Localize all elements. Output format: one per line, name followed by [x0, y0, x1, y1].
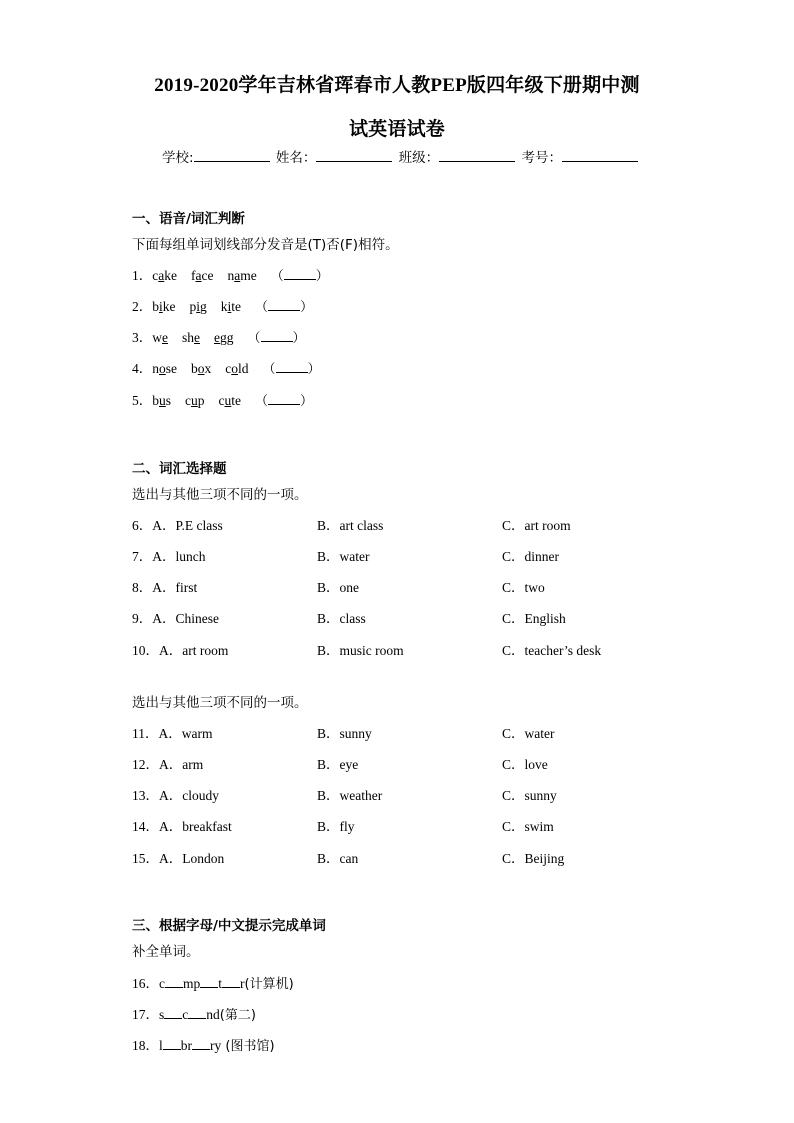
question-14-option-a[interactable] [132, 815, 232, 835]
option-text: A．first [152, 580, 198, 595]
question-9-option-a[interactable] [132, 607, 219, 627]
question-17 [132, 1003, 256, 1023]
underlined-letter: u [224, 393, 232, 408]
question-10-option-b[interactable]: B．music room [317, 643, 404, 658]
answer-parentheses: （ ） [255, 300, 314, 315]
word: face [191, 268, 214, 283]
question-6-option-c[interactable]: C．art room [502, 518, 571, 533]
question-2 [132, 295, 313, 315]
letter: s [159, 1007, 165, 1022]
word: cute [218, 393, 242, 408]
answer-blank[interactable] [188, 1006, 206, 1019]
letter: t [218, 976, 223, 991]
question-number: 9． [132, 611, 153, 626]
question-number: 6． [132, 518, 153, 533]
question-6-option-a[interactable] [132, 514, 223, 534]
letter: r [240, 976, 245, 991]
question-number: 15． [132, 851, 159, 866]
class-blank[interactable] [439, 147, 515, 162]
option-text: A．Chinese [152, 611, 219, 626]
option-text: A．warm [158, 726, 213, 741]
underlined-letter: e [214, 330, 221, 345]
question-12-option-a[interactable] [132, 753, 203, 773]
option-text: A．London [159, 851, 225, 866]
question-9-option-b[interactable]: B．class [317, 611, 366, 626]
answer-blank[interactable] [163, 1037, 181, 1050]
section1-instruction: 下面每组单词划线部分发音是(T)否(F)相符。 [132, 237, 399, 253]
question-5 [132, 389, 313, 409]
number-blank[interactable] [562, 147, 638, 162]
answer-blank[interactable] [276, 360, 308, 373]
question-number: 10． [132, 643, 159, 658]
question-number: 7． [132, 549, 153, 564]
question-15-option-a[interactable] [132, 847, 224, 867]
answer-parentheses: （ ） [270, 269, 329, 284]
question-number: 1． [132, 268, 153, 283]
answer-blank[interactable] [268, 392, 300, 405]
question-7-option-a[interactable] [132, 545, 206, 565]
word: bus [152, 393, 172, 408]
letter: br [180, 1038, 193, 1053]
word: cake [152, 268, 177, 283]
question-number: 5． [132, 393, 153, 408]
question-7-option-c[interactable]: C．dinner [502, 549, 559, 564]
question-12-option-b[interactable]: B．eye [317, 757, 359, 772]
question-8-option-a[interactable] [132, 576, 197, 596]
word: pig [189, 299, 207, 314]
school-label: 学校: [162, 150, 194, 166]
underlined-letter: e [194, 330, 201, 345]
word: name [227, 268, 257, 283]
answer-blank[interactable] [261, 329, 293, 342]
answer-blank[interactable] [165, 975, 183, 988]
question-12-option-c[interactable]: C．love [502, 757, 548, 772]
question-number: 12． [132, 757, 159, 772]
question-8-option-b[interactable]: B．one [317, 580, 359, 595]
underlined-letter: a [195, 268, 202, 283]
option-text: A．P.E class [152, 518, 223, 533]
answer-blank[interactable] [222, 975, 240, 988]
underlined-letter: i [159, 299, 163, 314]
question-7-option-b[interactable]: B．water [317, 549, 370, 564]
underlined-letter: i [196, 299, 201, 314]
section3-heading: 三、根据字母/中文提示完成单词 [132, 918, 326, 934]
name-blank[interactable] [316, 147, 392, 162]
question-18 [132, 1034, 275, 1054]
word: cup [185, 393, 205, 408]
answer-blank[interactable] [284, 267, 316, 280]
question-11-option-a[interactable] [132, 722, 213, 742]
student-info-row [162, 146, 640, 166]
question-number: 14． [132, 819, 159, 834]
name-label: 姓名： [275, 150, 317, 166]
question-13-option-a[interactable] [132, 784, 219, 804]
question-10-option-a[interactable] [132, 639, 228, 659]
answer-blank[interactable] [268, 298, 300, 311]
letter: c [159, 976, 165, 991]
option-text: A．lunch [152, 549, 206, 564]
chinese-hint: (第二) [219, 1008, 256, 1023]
word: box [191, 361, 212, 376]
question-3 [132, 326, 306, 346]
question-10-option-c[interactable]: C．teacher’s desk [502, 643, 602, 658]
section2-instruction-1: 选出与其他三项不同的一项。 [132, 487, 308, 503]
option-text: A．arm [159, 757, 204, 772]
question-6-option-b[interactable]: B．art class [317, 518, 384, 533]
question-13-option-c[interactable]: C．sunny [502, 788, 557, 803]
chinese-hint: (图书馆) [221, 1039, 275, 1054]
section2-heading: 二、词汇选择题 [132, 461, 227, 477]
underlined-letter: i [227, 299, 232, 314]
question-number: 13． [132, 788, 159, 803]
underlined-letter: o [159, 361, 166, 376]
question-14-option-c[interactable]: C．swim [502, 819, 554, 834]
school-blank[interactable] [194, 147, 270, 162]
option-text: A．art room [159, 643, 229, 658]
chinese-hint: (计算机) [244, 977, 294, 992]
letter: mp [183, 976, 201, 991]
number-label: 考号： [521, 150, 562, 166]
word: we [152, 330, 168, 345]
underlined-letter: o [231, 361, 238, 376]
page-title-line2: 试英语试卷 [348, 119, 445, 140]
question-11-option-b[interactable]: B．sunny [317, 726, 372, 741]
answer-blank[interactable] [200, 975, 218, 988]
answer-parentheses: （ ） [255, 394, 314, 409]
section2-instruction-2: 选出与其他三项不同的一项。 [132, 695, 308, 711]
option-text: A．breakfast [159, 819, 232, 834]
underlined-letter: u [191, 393, 198, 408]
answer-parentheses: （ ） [247, 331, 306, 346]
question-14-option-b[interactable]: B．fly [317, 819, 355, 834]
word: cold [225, 361, 249, 376]
underlined-letter: a [234, 268, 241, 283]
question-number: 17． [132, 1007, 159, 1022]
underlined-letter: u [159, 393, 166, 408]
question-number: 11． [132, 726, 159, 741]
letter: c [182, 1007, 189, 1022]
word: kite [220, 299, 242, 314]
question-8-option-c[interactable]: C．two [502, 580, 545, 595]
answer-parentheses: （ ） [262, 362, 321, 377]
underlined-letter: e [162, 330, 168, 345]
answer-blank[interactable] [164, 1006, 182, 1019]
question-number: 8． [132, 580, 153, 595]
underlined-letter: a [158, 268, 165, 283]
question-11-option-c[interactable]: C．water [502, 726, 555, 741]
question-number: 3． [132, 330, 153, 345]
letter: nd [206, 1007, 220, 1022]
question-9-option-c[interactable]: C．English [502, 611, 566, 626]
question-13-option-b[interactable]: B．weather [317, 788, 383, 803]
section1-heading: 一、语音/词汇判断 [132, 211, 245, 227]
question-16 [132, 972, 294, 992]
question-15-option-c[interactable]: C．Beijing [502, 851, 565, 866]
page-title-line1: 2019-2020学年吉林省珲春市人教PEP版四年级下册期中测 [154, 75, 640, 96]
question-number: 16． [132, 976, 159, 991]
class-label: 班级： [398, 150, 440, 166]
word: she [182, 330, 201, 345]
underlined-letter: o [197, 361, 205, 376]
option-text: A．cloudy [159, 788, 219, 803]
question-number: 2． [132, 299, 153, 314]
word: bike [152, 299, 176, 314]
letter: ry [210, 1038, 222, 1053]
word: egg [214, 330, 234, 345]
word: nose [152, 361, 177, 376]
question-15-option-b[interactable]: B．can [317, 851, 359, 866]
question-4 [132, 357, 321, 377]
answer-blank[interactable] [192, 1037, 210, 1050]
question-number: 18． [132, 1038, 159, 1053]
question-number: 4． [132, 361, 153, 376]
section3-instruction: 补全单词。 [132, 944, 200, 960]
question-1 [132, 264, 329, 284]
letter: l [159, 1038, 163, 1053]
